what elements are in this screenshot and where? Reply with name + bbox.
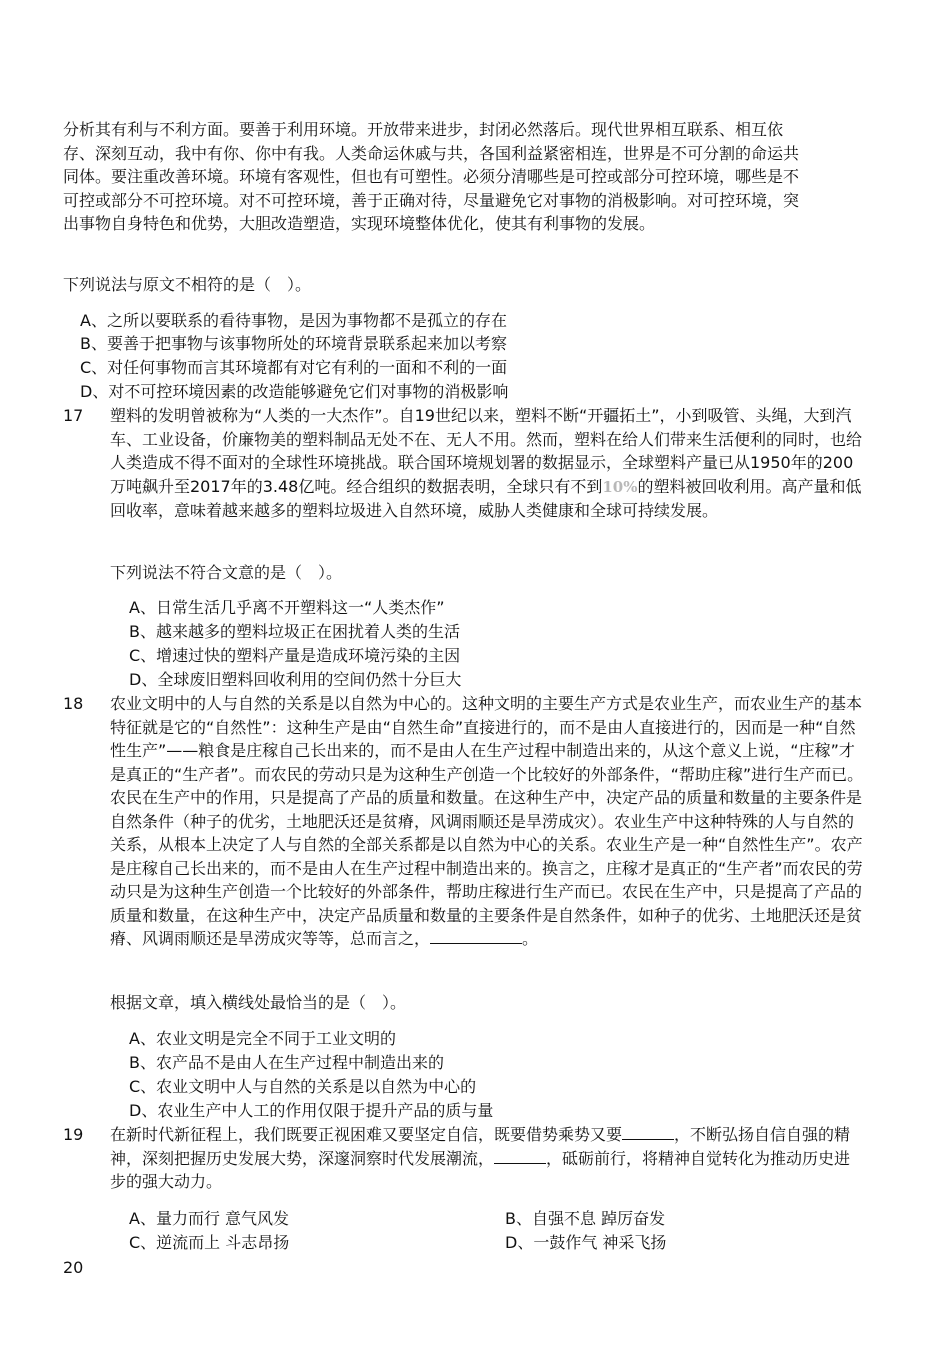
q18-passage-text: 农业文明中的人与自然的关系是以自然为中心的。这种文明的主要生产方式是农业生产，而农业生产的基本特征就是它的“自然性”：这种生产是由“自然生命”直接进行的，而不是由人直接进行的，因而是一种“自然性生产”——粮食是庄稼自己长出来的，而不是由人在生产过程中制造出来的，从这个意义上说，“庄稼”才是真正的“生产者”。而农民的劳动只是为这种生产创造一个比较好的外部条件，“帮助庄稼”进行生产而已。农民在生产中的作用，只是提高了产品的质量和数量。在这种生产中，决定产品的质量和数量的主要条件是自然条件（种子的优劣，土地肥沃还是贫瘠，风调雨顺还是旱涝成灾）。农业生产中这种特殊的人与自然的关系，从根本上决定了人与自然的全部关系都是以自然为中心的关系。农业生产是一种“自然性生产”。农产是庄稼自己长出来的，而不是由人在生产过程中制造出来的。换言之，庄稼才是真正的“生产者”而农民的劳动只是为这种生产创造一个比较好的外部条件，帮助庄稼进行生产而已。农民在生产中，只是提高了产品的质量和数量，在这种生产中，决定产品质量和数量的主要条件是自然条件，如种子的优劣、土地肥沃还是贫瘠、风调雨顺还是旱涝成灾等等，总而言之， [110,694,864,948]
q18-passage-end: 。 [522,929,539,948]
q19-blank-2 [494,1148,546,1164]
q16-option-a: A、之所以要联系的看待事物，是因为事物都不是孤立的存在 [80,311,507,330]
q17-passage-before: 塑料的发明曾被称为“人类的一大杰作”。自19世纪以来，塑料不断“开疆拓土”，小到吸管、头绳，大到汽车、工业设备，价廉物美的塑料制品无处不在、无人不用。然而，塑料在给人们带来生活便利的同时，也给人类造成不得不面对的全球性环境挑战。联合国环境规划署的数据显示，全球塑料产量已从1950年的200万吨飙升至2017年的3.48亿吨。经合组织的数据表明，全球只有不到 [110,406,863,496]
q18-number: 18 [63,694,84,713]
q17-passage [110,404,865,523]
q19-stem-part3: ，砥砺前行，将精神自觉转化为推动历史进步的强大动力。 [110,1148,851,1191]
q18-option-d: D、农业生产中人工的作用仅限于提升产品的质与量 [129,1101,494,1120]
q16-question: 下列说法与原文不相符的是（ ）。 [63,275,312,294]
q16-option-c: C、对任何事物而言其环境都有对它有利的一面和不利的一面 [80,358,508,377]
q17-number: 17 [63,406,84,425]
q19-blank-1 [622,1124,674,1140]
q18-option-b: B、农产品不是由人在生产过程中制造出来的 [129,1053,444,1072]
q18-passage [110,692,865,951]
q18-option-c: C、农业文明中人与自然的关系是以自然为中心的 [129,1077,477,1096]
q19-option-c: C、逆流而上 斗志昂扬 [129,1233,290,1252]
q17-option-d: D、全球废旧塑料回收利用的空间仍然十分巨大 [129,670,462,689]
q19-stem-part2: ，不断弘扬自信自强的精神，深刻把握历史发展大势，深邃洞察时代发展潮流， [110,1125,851,1168]
q17-option-a: A、日常生活几乎离不开塑料这一“人类杰作” [129,598,445,617]
q16-option-b: B、要善于把事物与该事物所处的环境背景联系起来加以考察 [80,334,507,353]
q17-percent-highlight: 10% [602,477,638,496]
q19-stem [110,1123,865,1194]
q17-question: 下列说法不符合文意的是（ ）。 [110,563,343,582]
q17-passage-after: 的塑料被回收利用。高产量和低回收率，意味着越来越多的塑料垃圾进入自然环境，威胁人类健康和全球可持续发展。 [110,476,862,520]
q19-stem-part1: 在新时代新征程上，我们既要正视困难又要坚定自信，既要借势乘势又要 [110,1125,623,1144]
q19-number: 19 [63,1125,84,1144]
q19-option-b: B、自强不息 踔厉奋发 [505,1209,666,1228]
q20-number: 20 [63,1258,84,1277]
q19-option-d: D、一鼓作气 神采飞扬 [505,1233,667,1252]
q18-option-a: A、农业文明是完全不同于工业文明的 [129,1029,396,1048]
q17-option-b: B、越来越多的塑料垃圾正在困扰着人类的生活 [129,622,460,641]
q17-option-c: C、增速过快的塑料产量是造成环境污染的主因 [129,646,461,665]
q19-option-a: A、量力而行 意气风发 [129,1209,290,1228]
q18-question: 根据文章，填入横线处最恰当的是（ ）。 [110,993,407,1012]
q18-answer-blank [430,928,522,944]
q16-passage: 分析其有利与不利方面。要善于利用环境。开放带来进步，封闭必然落后。现代世界相互联系、相互依存、深刻互动，我中有你、你中有我。人类命运休戚与共，各国利益紧密相连，世界是不可分割的命运共同体。要注重改善环境。环境有客观性，但也有可塑性。必须分清哪些是可控或部分可控环境，哪些是不可控或部分不可控环境。对不可控环境，善于正确对待，尽量避免它对事物的消极影响。对可控环境，突出事物自身特色和优势，大胆改造塑造，实现环境整体优化，使其有利事物的发展。 [63,120,800,233]
q16-option-d: D、对不可控环境因素的改造能够避免它们对事物的消极影响 [80,382,509,401]
